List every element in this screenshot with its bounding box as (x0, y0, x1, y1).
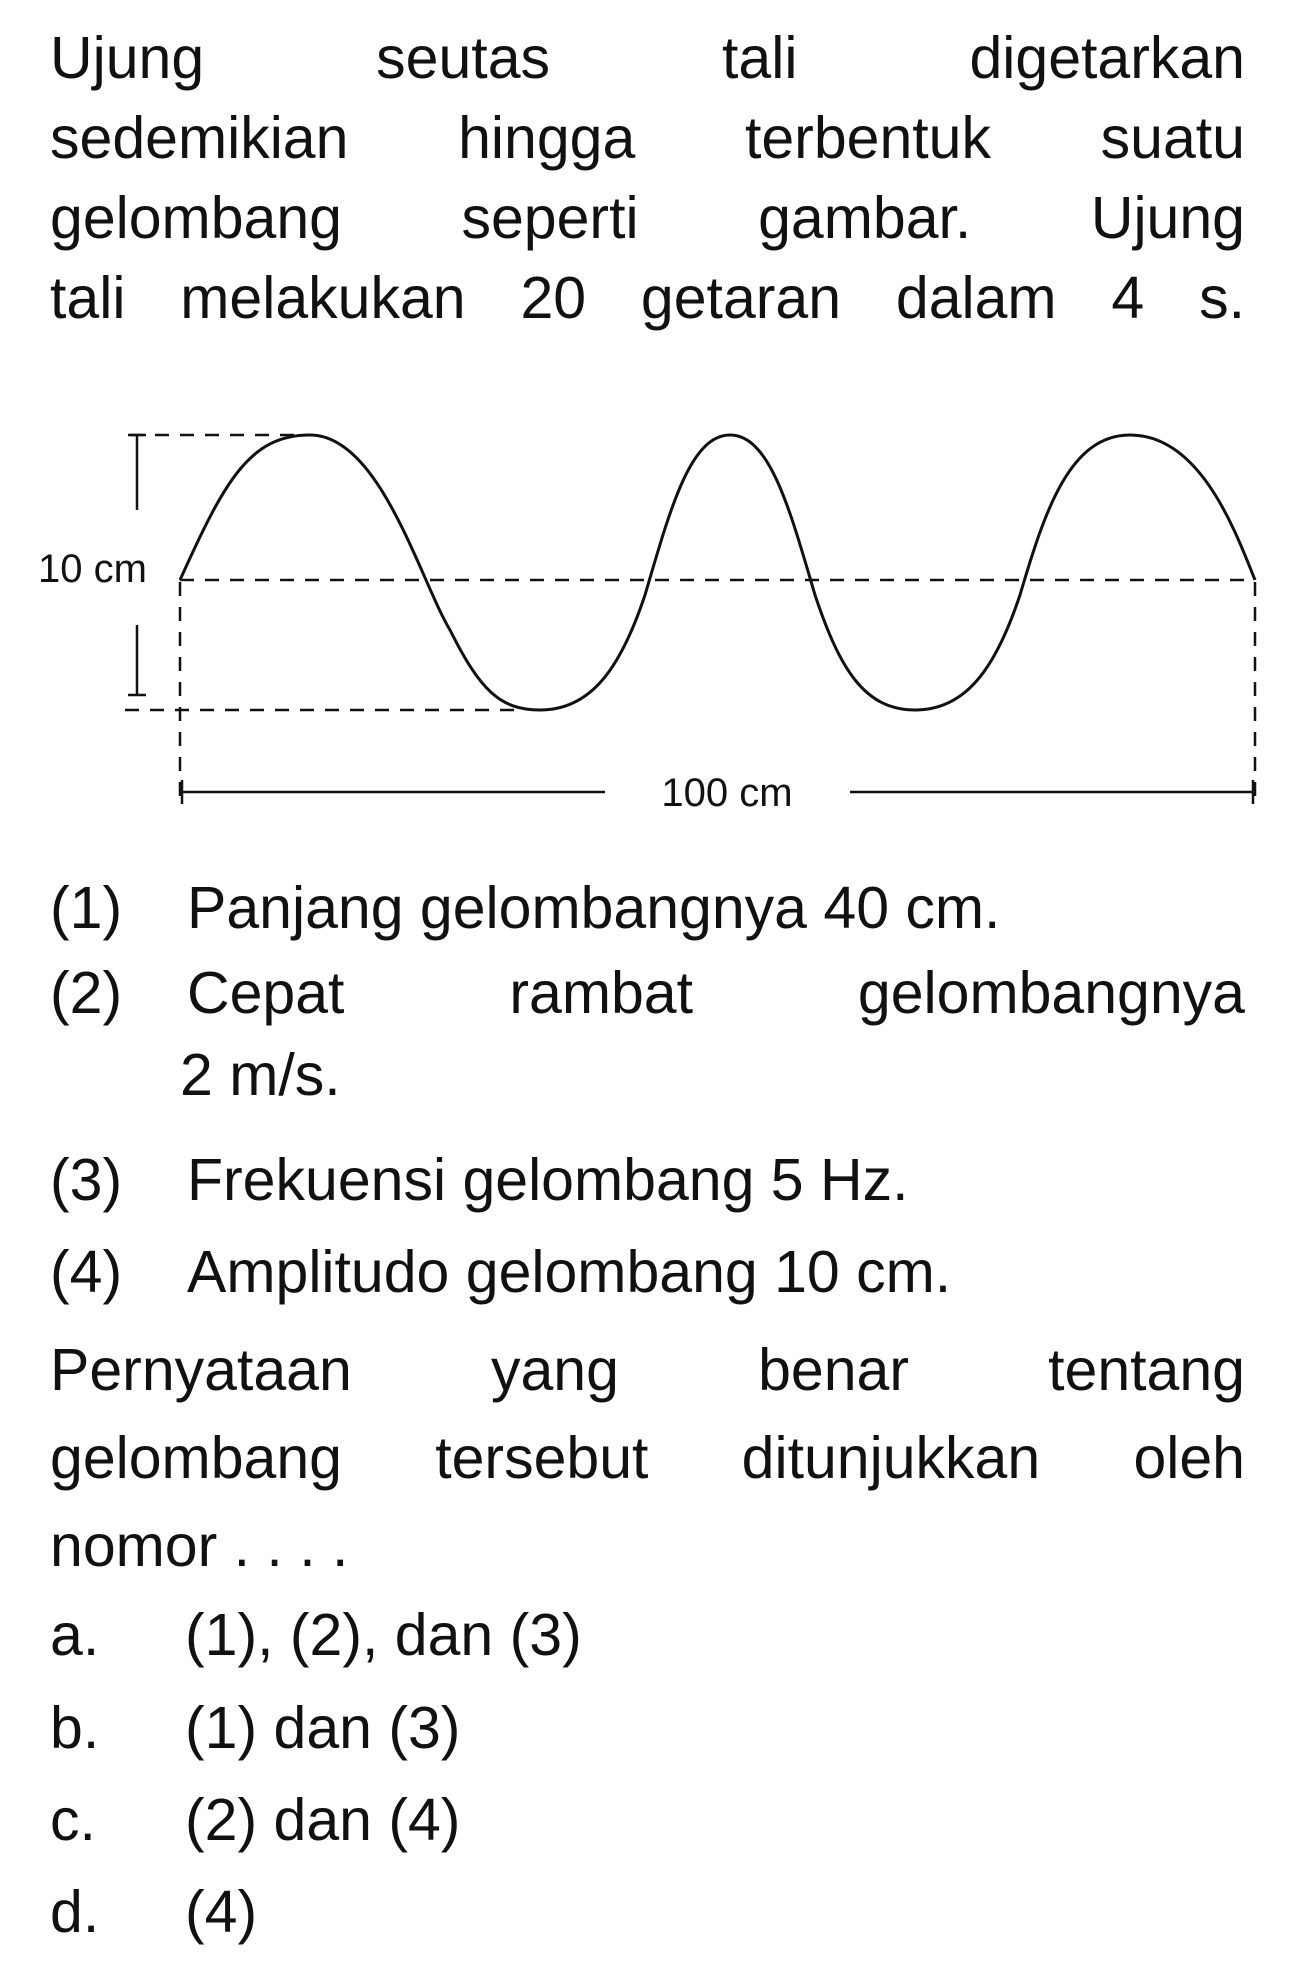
prompt-line-2: gelombang tersebut ditunjukkan oleh (50, 1425, 1245, 1491)
length-label: 100 cm (661, 771, 793, 815)
question-line-4: tali melakukan 20 getaran dalam 4 s. (50, 265, 1245, 331)
statement-2-number: (2) (50, 960, 123, 1026)
option-b-text: (1) dan (3) (185, 1695, 461, 1761)
statement-4-text: Amplitudo gelombang 10 cm. (187, 1239, 952, 1305)
statement-1-text: Panjang gelombangnya 40 cm. (187, 875, 1001, 941)
amplitude-label: 10 cm (38, 547, 147, 591)
statement-3-text: Frekuensi gelombang 5 Hz. (187, 1147, 909, 1213)
option-d-letter: d. (50, 1879, 100, 1945)
prompt-line-3: nomor . . . . (50, 1513, 349, 1579)
statement-2-text: Cepat rambat gelombangnya (187, 960, 1245, 1026)
question-line-1: Ujung seutas tali digetarkan (50, 25, 1245, 91)
option-a-text: (1), (2), dan (3) (185, 1602, 582, 1668)
question-line-3: gelombang seperti gambar. Ujung (50, 185, 1245, 251)
option-b-letter: b. (50, 1695, 100, 1761)
statement-4-number: (4) (50, 1239, 123, 1305)
option-a-letter: a. (50, 1602, 100, 1668)
option-c-text: (2) dan (4) (185, 1787, 461, 1853)
option-c-letter: c. (50, 1787, 96, 1853)
prompt-line-1: Pernyataan yang benar tentang (50, 1337, 1245, 1403)
wave-figure (0, 370, 1315, 890)
option-d-text: (4) (185, 1879, 258, 1945)
question-line-2: sedemikian hingga terbentuk suatu (50, 105, 1245, 171)
statement-2-text-continued: 2 m/s. (180, 1042, 341, 1108)
statement-3-number: (3) (50, 1147, 123, 1213)
statement-1-number: (1) (50, 875, 123, 941)
